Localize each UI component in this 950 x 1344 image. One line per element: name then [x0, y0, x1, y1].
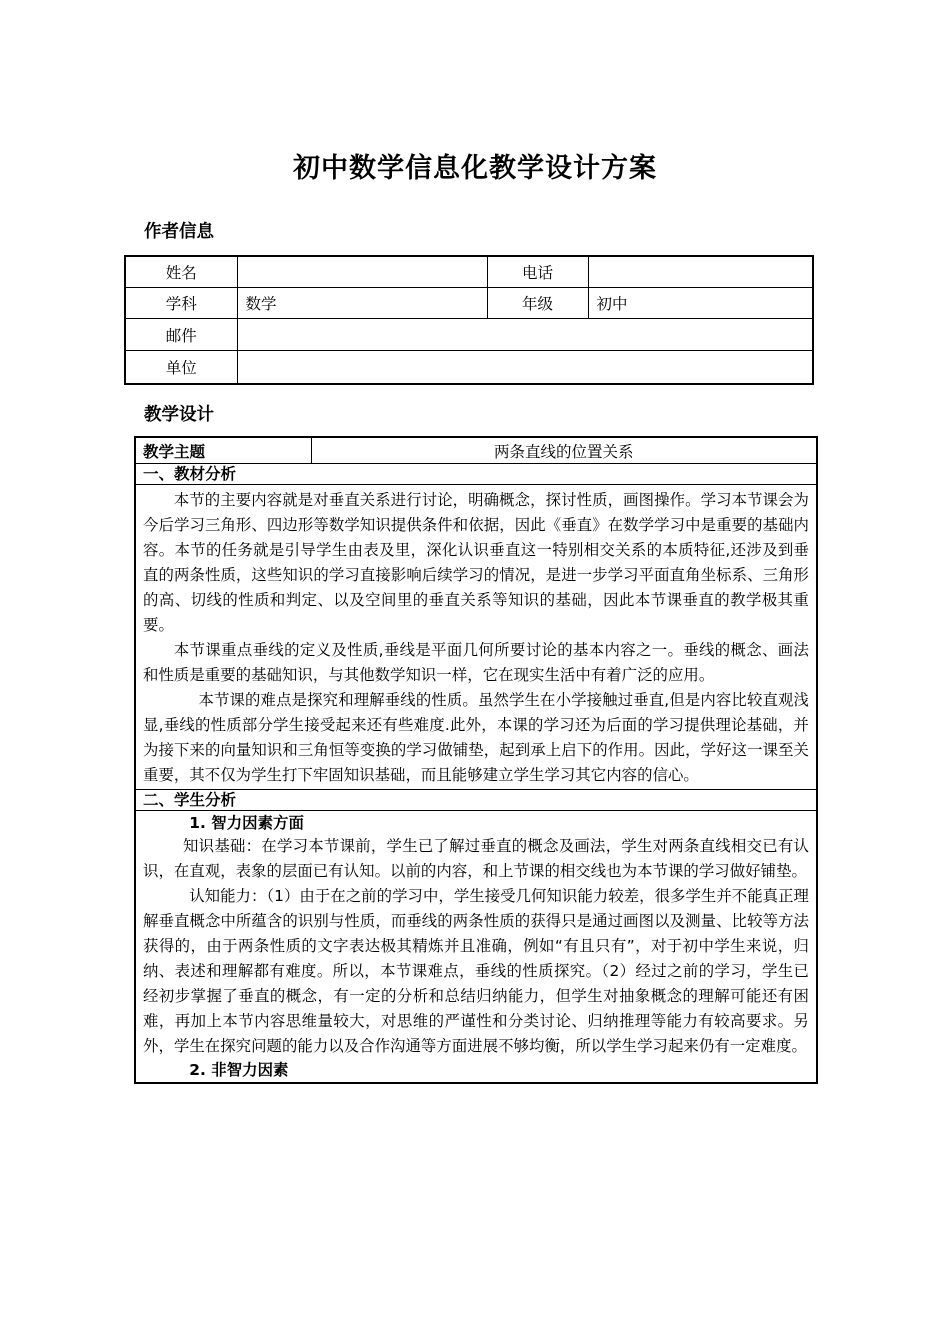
material-analysis-content — [135, 485, 817, 790]
author-row-unit — [125, 351, 813, 385]
author-row-email — [125, 319, 813, 351]
name-value — [237, 256, 487, 288]
material-paragraph: 本节课重点垂线的定义及性质,垂线是平面几何所要讨论的基本内容之一。垂线的概念、画法和性质是重要的基础知识，与其他数学知识一样，它在现实生活中有着广泛的应用。 — [143, 641, 809, 684]
material-analysis-header-row — [135, 464, 817, 485]
author-row-subject-grade — [125, 288, 813, 319]
email-value — [237, 319, 813, 351]
author-row-name-phone — [125, 256, 813, 288]
teaching-design-heading: 教学设计 — [144, 405, 214, 425]
subject-label: 学科 — [125, 288, 237, 319]
student-analysis-content-row — [135, 811, 817, 1084]
material-analysis-content-row — [135, 485, 817, 790]
subject-value: 数学 — [237, 288, 487, 319]
unit-value — [237, 351, 813, 385]
name-label: 姓名 — [125, 256, 237, 288]
grade-label: 年级 — [487, 288, 588, 319]
student-paragraph: 知识基础：在学习本节课前，学生已了解过垂直的概念及画法，学生对两条直线相交已有认识，在直观，表象的层面已有认知。以前的内容，和上节课的相交线也为本节课的学习做好铺垫。 — [143, 837, 809, 880]
student-analysis-heading: 二、学生分析 — [135, 790, 817, 811]
material-paragraph: 本节课的难点是探究和理解垂线的性质。虽然学生在小学接触过垂直,但是内容比较直观浅显,垂线的性质部分学生接受起来还有些难度.此外，本课的学习还为后面的学习提供理论基础，并为接下来的向量知识和三角恒等变换的学习做铺垫，起到承上启下的作用。因此，学好这一课至关重要，其不仅为学生打下牢固知识基础，而且能够建立学生学习其它内容的信心。 — [143, 691, 809, 784]
topic-row — [135, 437, 817, 464]
document-title: 初中数学信息化教学设计方案 — [293, 153, 657, 184]
email-label: 邮件 — [125, 319, 237, 351]
topic-value: 两条直线的位置关系 — [311, 437, 817, 464]
author-info-table — [124, 255, 814, 385]
teaching-design-table — [134, 436, 818, 1084]
student-paragraph: 认知能力：（1）由于在之前的学习中，学生接受几何知识能力较差，很多学生并不能真正理解垂直概念中所蕴含的识别与性质，而垂线的两条性质的获得只是通过画图以及测量、比较等方法获得的，由于两条性质的文字表达极其精炼并且准确，例如“有且只有”，对于初中学生来说，归纳、表述和理解都有难度。所以，本节课难点，垂线的性质探究。（2）经过之前的学习，学生已经初步掌握了垂直的概念，有一定的分析和总结归纳能力，但学生对抽象概念的理解可能还有困难，再加上本节内容思维量较大，对思维的严谨性和分类讨论、归纳推理等能力有较高要求。另外，学生在探究问题的能力以及合作沟通等方面进展不够均衡，所以学生学习起来仍有一定难度。 — [143, 887, 809, 1055]
phone-value — [588, 256, 813, 288]
topic-label: 教学主题 — [135, 437, 311, 464]
material-analysis-heading: 一、教材分析 — [135, 464, 817, 485]
student-analysis-header-row — [135, 790, 817, 811]
student-analysis-content — [135, 811, 817, 1084]
non-intellectual-factors-subheading: 2. 非智力因素 — [189, 1061, 289, 1079]
material-paragraph: 本节的主要内容就是对垂直关系进行讨论，明确概念，探讨性质，画图操作。学习本节课会为今后学习三角形、四边形等数学知识提供条件和依据，因此《垂直》在数学学习中是重要的基础内容。本节的任务就是引导学生由表及里，深化认识垂直这一特别相交关系的本质特征,还涉及到垂直的两条性质，这些知识的学习直接影响后续学习的情况，是进一步学习平面直角坐标系、三角形的高、切线的性质和判定、以及空间里的垂直关系等知识的基础，因此本节课垂直的教学极其重要。 — [143, 491, 809, 634]
grade-value: 初中 — [588, 288, 813, 319]
unit-label: 单位 — [125, 351, 237, 385]
author-info-heading: 作者信息 — [144, 222, 214, 242]
intellectual-factors-subheading: 1. 智力因素方面 — [189, 814, 304, 832]
phone-label: 电话 — [487, 256, 588, 288]
